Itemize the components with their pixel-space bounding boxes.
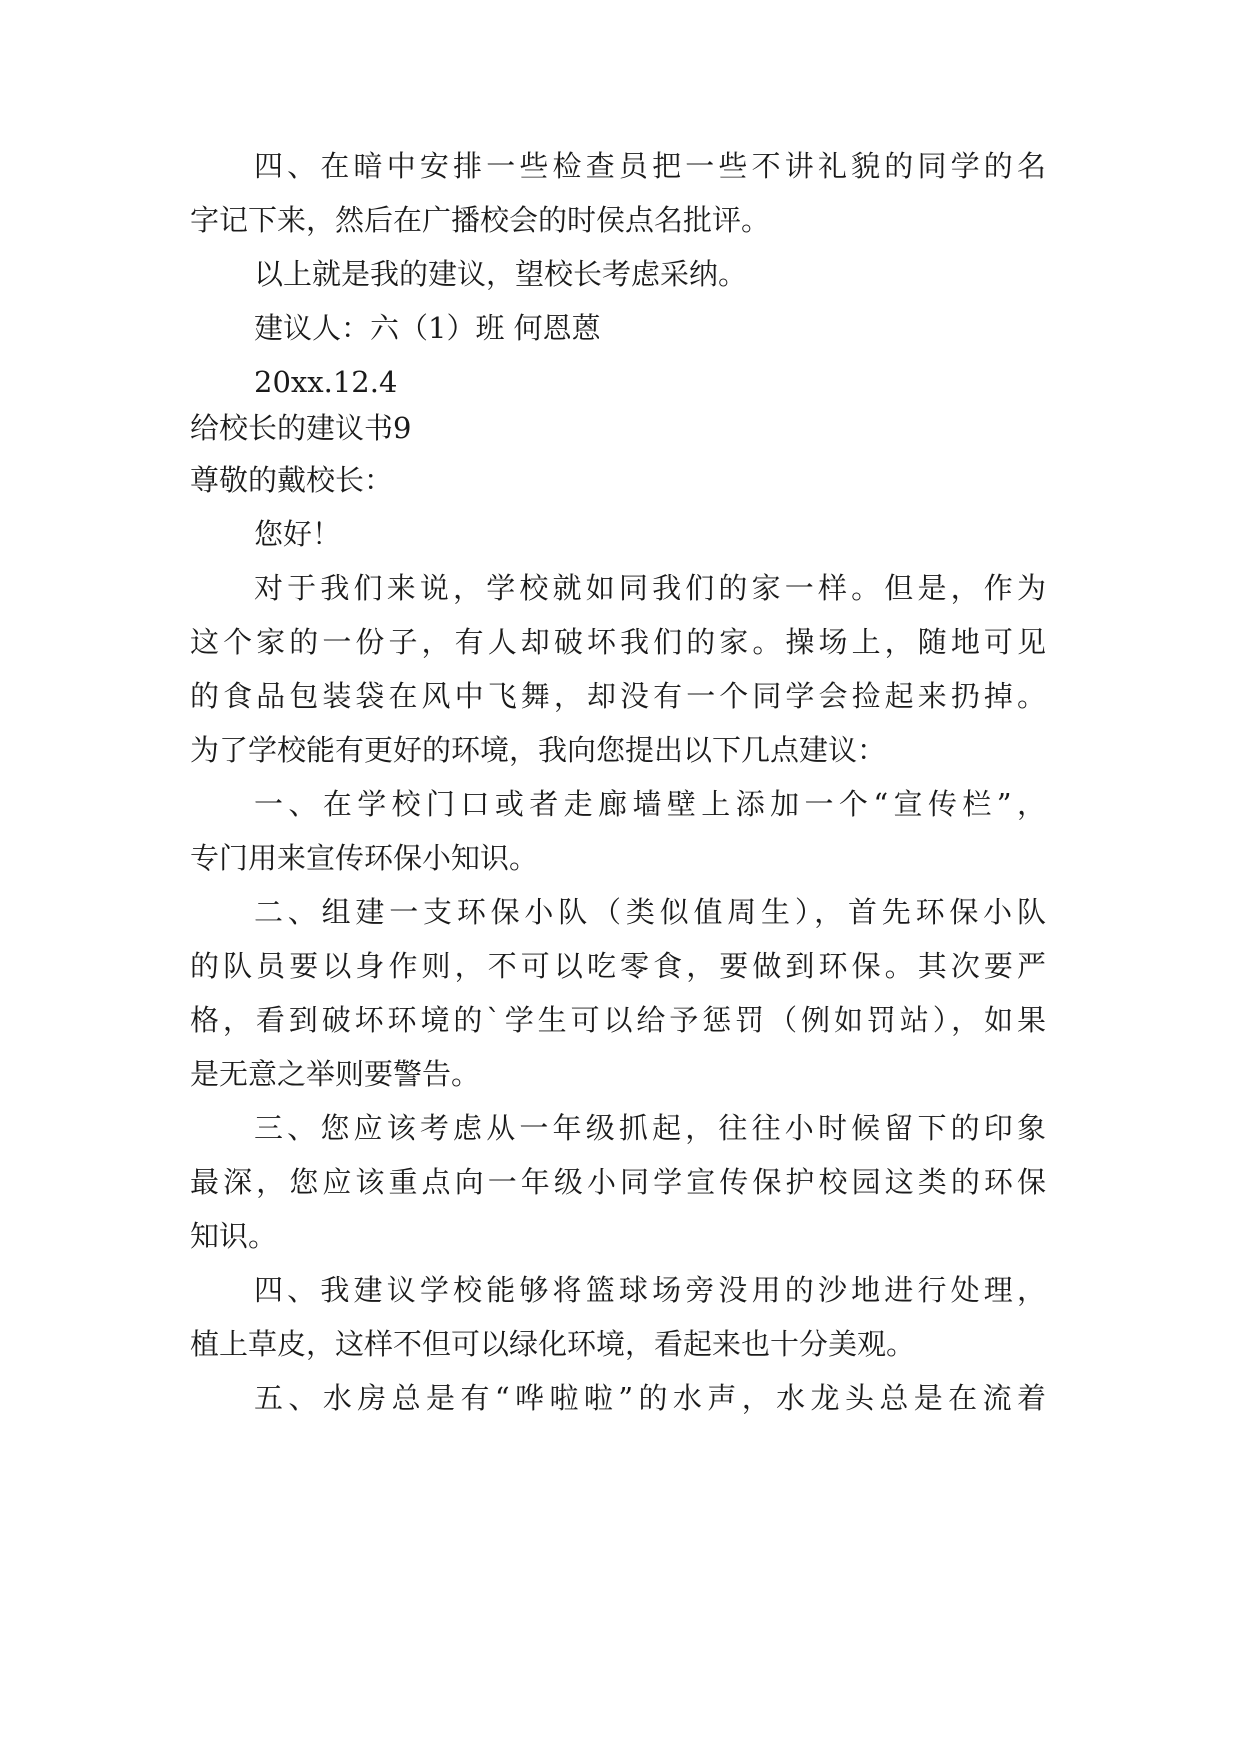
paragraph-line: 五、水房总是有“哗啦啦”的水声，水龙头总是在流着 bbox=[254, 1381, 1046, 1415]
paragraph-line: 为了学校能有更好的环境，我向您提出以下几点建议： bbox=[190, 733, 887, 767]
paragraph-line: 以上就是我的建议，望校长考虑采纳。 bbox=[254, 257, 748, 291]
greeting: 您好！ bbox=[254, 517, 342, 551]
paragraph-line: 字记下来，然后在广播校会的时侯点名批评。 bbox=[190, 203, 771, 237]
paragraph-line: 是无意之举则要警告。 bbox=[190, 1057, 481, 1091]
date-line: 20xx.12.4 bbox=[254, 365, 398, 399]
paragraph-line: 的队员要以身作则，不可以吃零食，要做到环保。其次要严 bbox=[190, 949, 1046, 983]
paragraph-line: 对于我们来说，学校就如同我们的家一样。但是，作为 bbox=[254, 571, 1046, 605]
salutation: 尊敬的戴校长： bbox=[190, 463, 394, 497]
paragraph-line: 的食品包装袋在风中飞舞，却没有一个同学会捡起来扔掉。 bbox=[190, 679, 1046, 713]
paragraph-line: 二、组建一支环保小队（类似值周生），首先环保小队 bbox=[254, 895, 1046, 929]
paragraph-line: 这个家的一份子，有人却破坏我们的家。操场上，随地可见 bbox=[190, 625, 1046, 659]
paragraph-line: 一、在学校门口或者走廊墙壁上添加一个“宣传栏”， bbox=[254, 787, 1046, 821]
section-heading: 给校长的建议书9 bbox=[190, 411, 412, 445]
paragraph-line: 三、您应该考虑从一年级抓起，往往小时候留下的印象 bbox=[254, 1111, 1046, 1145]
paragraph-line: 四、我建议学校能够将篮球场旁没用的沙地进行处理， bbox=[254, 1273, 1046, 1307]
paragraph-line: 格，看到破坏环境的`学生可以给予惩罚（例如罚站），如果 bbox=[190, 1003, 1046, 1037]
signature-line: 建议人：六（1）班 何恩蒽 bbox=[254, 311, 601, 345]
paragraph-line: 专门用来宣传环保小知识。 bbox=[190, 841, 539, 875]
paragraph-line: 四、在暗中安排一些检查员把一些不讲礼貌的同学的名 bbox=[254, 149, 1046, 183]
paragraph-line: 最深，您应该重点向一年级小同学宣传保护校园这类的环保 bbox=[190, 1165, 1046, 1199]
paragraph-line: 植上草皮，这样不但可以绿化环境，看起来也十分美观。 bbox=[190, 1327, 916, 1361]
paragraph-line: 知识。 bbox=[190, 1219, 278, 1253]
